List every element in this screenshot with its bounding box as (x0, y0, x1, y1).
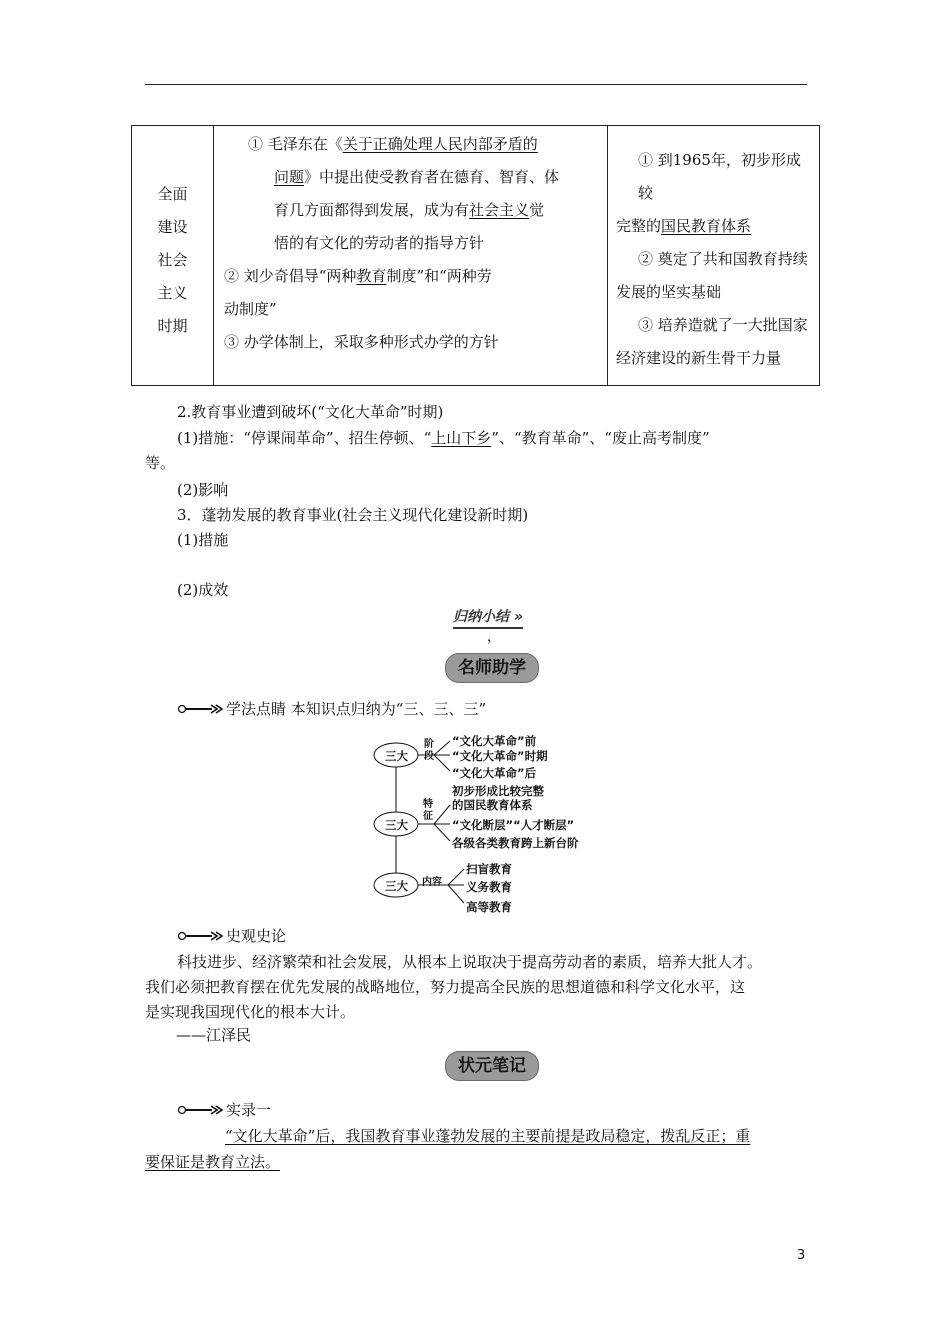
section3-measures: (1)措施 (177, 531, 229, 549)
measure-item-2: ② 刘少奇倡导“两种教育制度”和“两种劳 动制度” (224, 267, 492, 318)
top-scorer-notes-badge: 状元笔记 (445, 1051, 539, 1081)
page-number: 3 (797, 1248, 806, 1263)
quote-line: 我们必须把教育摆在优先发展的战略地位，努力提高全民族的思想道德和科学文化水平，这 (145, 978, 746, 996)
education-table (131, 125, 820, 386)
history-label: 史观史论 (226, 927, 287, 945)
arrow-bullet-icon (176, 703, 224, 715)
period-cell (132, 126, 214, 386)
measure-item-3: ③ 办学体制上，采取多种形式办学的方针 (224, 333, 499, 351)
branch1-item: “文化大革命”前 (452, 735, 537, 748)
node-label: 三大 (385, 879, 408, 893)
section2-heading: 2.教育事业遭到破坏(“文化大革命”时期) (177, 403, 444, 421)
stray-comma: ， (487, 629, 501, 645)
period-char: 主义 (157, 283, 188, 302)
branch1-item: “文化大革命”后 (452, 766, 537, 780)
section3-heading: 3．蓬勃发展的教育事业(社会主义现代化建设新时期) (177, 506, 529, 524)
measure-item-1: ① 毛泽东在《关于正确处理人民内部矛盾的 问题》中提出使受教育者在德育、智育、体 育几方面都得到发展，成为有社会主义觉 悟的有文化的劳动者的指导方针 (248, 135, 560, 252)
three-three-three-diagram (368, 735, 628, 920)
branch2-item: 初步形成比较完整 (452, 784, 544, 798)
measures-cell (214, 126, 608, 386)
branch3-item: 扫盲教育 (466, 862, 512, 876)
section2-measures: (1)措施：“停课闹革命”、招生停顿、“上山下乡”、“教育革命”、“废止高考制度” (177, 429, 710, 447)
record-line (176, 1098, 271, 1122)
record-label: 实录一 (226, 1101, 272, 1119)
branch2-item: “文化断层”“人才断层” (452, 818, 575, 832)
branch2-item: 各级各类教育跨上新台阶 (452, 836, 579, 850)
header-rule (145, 84, 807, 85)
quote-line: 是实现我国现代化的根本大计。 (145, 1003, 356, 1021)
branch3-item: 义务教育 (466, 880, 512, 894)
tip-label: 学法点睛 本知识点归纳为“三、三、三” (226, 700, 487, 718)
section3-results: (2)成效 (177, 581, 229, 599)
famous-teacher-badge: 名师助学 (445, 653, 539, 683)
record-text: 要保证是教育立法。 (145, 1153, 281, 1171)
section2-influence: (2)影响 (177, 481, 229, 499)
history-line (176, 924, 286, 948)
quote-line: 科技进步、经济繁荣和社会发展，从根本上说取决于提高劳动者的素质，培养大批人才。 (177, 953, 763, 971)
branch3-item: 高等教育 (466, 900, 512, 914)
branch3-label: 内容 (422, 877, 442, 888)
node-label: 三大 (385, 818, 408, 832)
period-char: 社会 (157, 250, 188, 269)
branch2-label: 特 (423, 799, 433, 810)
summary-badge: 归纳小结 » (453, 606, 523, 629)
arrow-bullet-icon (176, 930, 224, 942)
branch2-item: 的国民教育体系 (452, 798, 533, 812)
arrow-bullet-icon (176, 1104, 224, 1116)
section2-measures-cont: 等。 (145, 454, 176, 472)
period-char: 建设 (157, 217, 188, 236)
branch1-label: 段 (424, 751, 434, 762)
branch1-arrows (418, 741, 450, 771)
branch1-label: 阶 (424, 739, 434, 750)
record-text: “文化大革命”后，我国教育事业蓬勃发展的主要前提是政局稳定，拨乱反正；重 (225, 1127, 751, 1145)
effects-cell: ① 到1965年，初步形成较 完整的国民教育体系 ② 奠定了共和国教育持续 发展的坚实基础 ③ 培养造就了一大批国家 经济建设的新生骨干力量 (608, 126, 820, 386)
quote-author: ——江泽民 (176, 1026, 252, 1044)
branch2-label: 征 (423, 811, 433, 822)
tip-line (176, 697, 486, 721)
period-char: 全面 (157, 184, 188, 203)
node-label: 三大 (385, 749, 408, 763)
period-char: 时期 (157, 316, 188, 335)
branch1-item: “文化大革命”时期 (452, 749, 548, 763)
